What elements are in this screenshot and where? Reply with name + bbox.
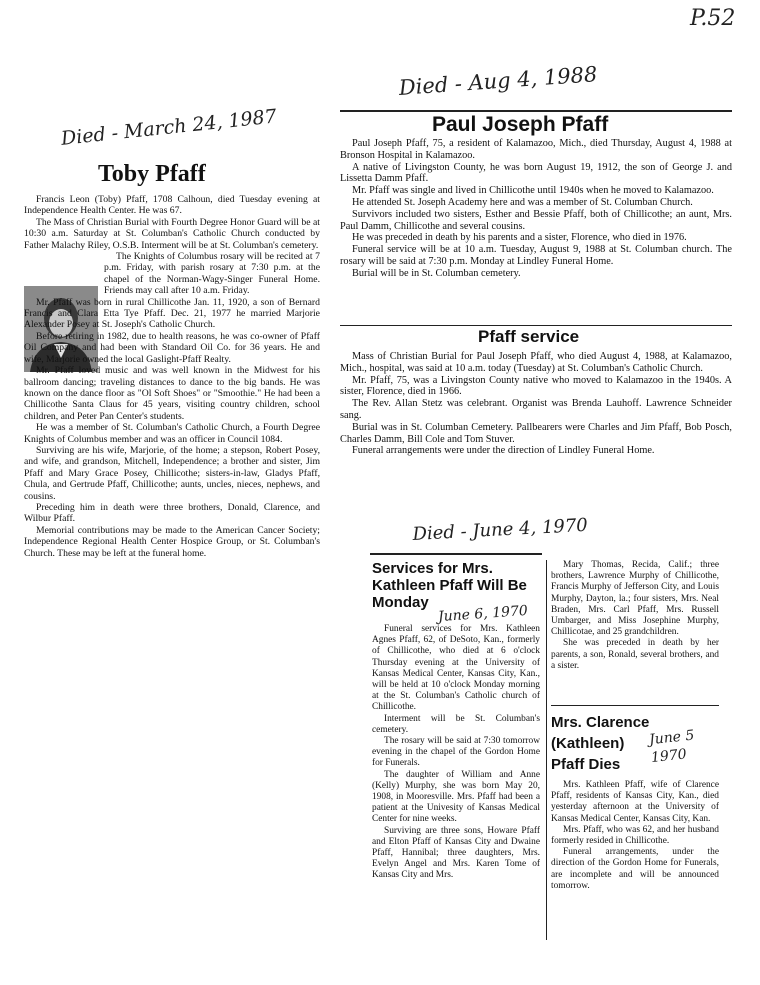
clarence-paragraph: Funeral arrangements, under the direction of the Gordon Home for Funerals, are incomplete and will be announced tomorrow. [551, 847, 719, 891]
clarence-paragraph: Mrs. Pfaff, who was 62, and her husband formerly resided in Chillicothe. [551, 824, 719, 847]
pfaff-service-paragraph: Mass of Christian Burial for Paul Joseph Pfaff, who died August 4, 1988, at Kalamazoo, Mich., hospital, was said at 10 a.m. today (Tuesday) at St. Columban's Catholic Church. [340, 351, 732, 374]
pfaff-service-paragraph: Mr. Pfaff, 75, was a Livingston County native who moved to Kalamazoo in the 1940s. A sister, Florence, died in 1966. [340, 374, 732, 398]
toby-paragraph: Before retiring in 1982, due to health reasons, he was co-owner of Pfaff Oil Company and had been with Standard Oil Co. for 36 years. He and wife, Marjorie owned the local Gaslight-Pfaff Realty. [24, 330, 320, 365]
toby-paragraph: He was a member of St. Columban's Catholic Church, a Fourth Degree Knights of Columbus member and was an officer in Council 1084. [24, 422, 320, 445]
clarence-handwritten-date: June 5 1970 [648, 727, 696, 767]
toby-headline: Toby Pfaff [98, 161, 206, 187]
page-number-annotation: P.52 [690, 6, 736, 31]
toby-paragraph: The Knights of Columbus rosary will be recited at 7 p.m. Friday, with parish rosary at 7:30 p.m. at the chapel of the Norman-Wagy-Singer Funeral Home. Friends may call after 10 a.m. Friday. [104, 251, 320, 297]
toby-paragraph: Surviving are his wife, Marjorie, of the home; a stepson, Robert Posey, and wife, and grandson, Mitchell, Independence; a brother and sister, Jim Pfaff and Mary Grace Posey, Chillicothe; sisters-in-law, Gladys Pfaff, Chula, and Gertrude Pfaff, Chillicothe; aunts, uncles, nieces, nephews, and cousins. [24, 444, 320, 502]
kathleen-paragraph: Interment will be St. Columban's cemetery. [372, 713, 540, 735]
kathleen-column-1 [372, 624, 540, 882]
kathleen-column-2 [551, 560, 719, 672]
pfaff-service-text [340, 351, 732, 457]
paul-paragraph: Burial will be in St. Columban cemetery. [352, 267, 521, 279]
paul-paragraph: Survivors included two sisters, Esther and Bessie Pfaff, both of Chillicothe; an aunt, Mrs. Paul Damm, Chillicothe and several cousins. [340, 208, 732, 232]
toby-paragraph: Mr. Pfaff loved music and was well known in the Midwest for his ballroom dancing; traveling distances to dance to the big bands. He was known on the dance floor as "Ol Soft Shoes" or "Smoothie." He had been a Chillicothe Santa Claus for 45 years, visiting country children, school children, and Peter Pan Center's students. [24, 365, 320, 422]
kathleen-paragraph: The daughter of William and Anne (Kelly) Murphy, she was born May 20, 1908, in Mooresville. Mrs. Pfaff had been a patient at the Univesity of Kansas Medical Center for nine weeks. [372, 769, 540, 825]
clarence-paragraph: Mrs. Kathleen Pfaff, wife of Clarence Pfaff, residents of Kansas City, Kan., died yesterday afternoon at the University of Kansas Medical Center, Kansas City, Kan. [551, 780, 719, 824]
paul-headline: Paul Joseph Pfaff [432, 113, 609, 136]
toby-paragraph: The Mass of Christian Burial with Fourth Degree Honor Guard will be at 10:30 a.m. Saturday at St. Columban's Catholic Church conducted by Father Malachy Riley, O.S.B. Interment will be at St. Columban's cemetery. [24, 216, 320, 251]
divider-rule [340, 110, 732, 112]
paul-paragraph: A native of Livingston County, he was born August 19, 1912, the son of George J. and Lissetta Damm Pfaff. [340, 161, 732, 185]
clarence-obituary-text [551, 780, 719, 892]
kathleen-headline: Services for Mrs. Kathleen Pfaff Will Be Monday [372, 560, 527, 611]
toby-obituary-text [24, 194, 320, 559]
pfaff-service-paragraph: The Rev. Allan Stetz was celebrant. Organist was Brenda Lauhoff. Lawrence Schneider sang. [340, 398, 732, 421]
paul-death-date-annotation: Died - Aug 4, 1988 [398, 62, 599, 100]
kathleen-paragraph: She was preceded in death by her parents, a son, Ronald, several brothers, and a sister. [551, 638, 719, 671]
column-divider-rule [546, 560, 547, 940]
paul-paragraph: He was preceded in death by his parents and a sister, Florence, who died in 1976. [352, 232, 687, 244]
paul-obituary-text [340, 138, 732, 280]
toby-paragraph: Mr. Pfaff was born in rural Chillicothe Jan. 11, 1920, a son of Bernard Francis and Clara Etta Tye Pfaff. Dec. 21, 1977 he married Marjorie Alexander Posey at St. Joseph's Catholic Church. [24, 296, 320, 331]
pfaff-service-paragraph: Funeral arrangements were under the direction of Lindley Funeral Home. [352, 445, 655, 457]
toby-paragraph: Memorial contributions may be made to the American Cancer Society; Independence Regional Health Center Hospice Group, or St. Columban's Church. These may be left at the funeral home. [24, 524, 320, 559]
pfaff-service-paragraph: Burial was in St. Columban Cemetery. Pallbearers were Charles and Jim Pfaff, Bob Posch, Charles Damm, Bill Cole and Tom Stuver. [340, 421, 732, 445]
paul-paragraph: Funeral service will be at 10 a.m. Tuesday, August 9, 1988 at St. Columban church. The rosary will be said at 7:30 p.m. Monday at Lindley Funeral Home. [340, 244, 732, 267]
divider-rule [551, 705, 719, 706]
kathleen-paragraph: The rosary will be said at 7:30 tomorrow evening in the chapel of the Gordon Home for Funerals. [372, 736, 540, 769]
toby-paragraph: Francis Leon (Toby) Pfaff, 1708 Calhoun, died Tuesday evening at Independence Health Center. He was 67. [24, 194, 320, 217]
pfaff-service-headline: Pfaff service [478, 327, 580, 346]
paul-paragraph: Mr. Pfaff was single and lived in Chillicothe until 1940s when he moved to Kalamazoo. [352, 185, 714, 197]
toby-death-date-annotation: Died - March 24, 1987 [60, 105, 278, 150]
kathleen-handwritten-date: June 6, 1970 [437, 602, 529, 626]
clarence-headline: Mrs. Clarence (Kathleen) Pfaff Dies [551, 714, 650, 773]
toby-paragraph: Preceding him in death were three brothers, Donald, Clarence, and Wilbur Pfaff. [24, 501, 320, 525]
divider-rule [370, 553, 542, 555]
paul-paragraph: He attended St. Joseph Academy here and was a member of St. Columban Church. [352, 196, 693, 208]
paul-paragraph: Paul Joseph Pfaff, 75, a resident of Kalamazoo, Mich., died Thursday, August 4, 1988 at Bronson Hospital in Kalamazoo. [340, 138, 732, 161]
kathleen-paragraph: Mary Thomas, Recida, Calif.; three brothers, Lawrence Murphy of Chillicothe, Francis Murphy of Jefferson City, and Louis Murphy, Dayton, la.; four sisters, Mrs. Neal Braden, Mrs. Carl Pfaff, Mrs. Russell Umbarger, and Miss Josephine Murphy, Chillicotae, and 25 grandchildren. [551, 560, 719, 638]
kathleen-paragraph: Funeral services for Mrs. Kathleen Agnes Pfaff, 62, of DeSoto, Kan., formerly of Chillicothe, who died at 6 o'clock Thursday evening at the University of Kansas Medical Center, Kansas City, Kan., will be held at 10 o'clock Monday morning at the St. Columban's Catholic church of Chillicothe. [372, 624, 540, 713]
kathleen-paragraph: Surviving are three sons, Howare Pfaff and Elton Pfaff of Kansas City and Dwaine Pfaff, Hannibal; three daughters, Mrs. Evelyn Angel and Mrs. Karen Tome of Kansas City and Mrs. [372, 825, 540, 881]
kathleen-death-date-annotation: Died - June 4, 1970 [412, 514, 589, 545]
divider-rule [340, 325, 732, 326]
